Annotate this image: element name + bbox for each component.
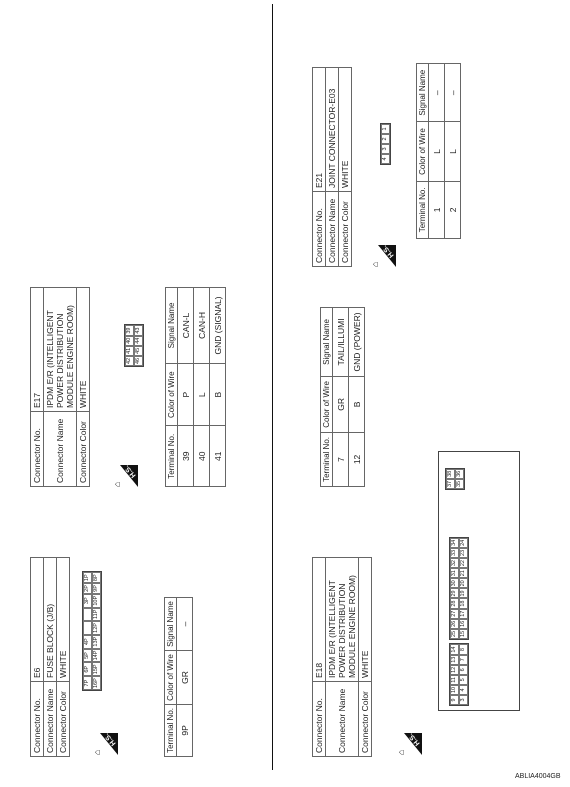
table-row [178, 288, 194, 487]
signal: – [429, 64, 445, 122]
pin: 3P [83, 594, 92, 608]
pin: 37 [447, 480, 453, 487]
hs-label: H.S. [407, 731, 422, 747]
table-row [445, 64, 461, 239]
e6-pin-diagram [82, 571, 102, 691]
label: Connector Name [44, 412, 77, 487]
pin: 19 [460, 590, 466, 597]
pin: 9 [450, 695, 459, 705]
e6-signal-table-wrap [164, 597, 193, 757]
table-row [177, 598, 193, 757]
label: Connector Color [57, 682, 70, 757]
e17-signal-table [165, 287, 226, 487]
pin: 46 [135, 357, 141, 364]
wire: GR [333, 376, 349, 432]
pin: 39 [126, 327, 132, 334]
connector-e17 [30, 287, 90, 487]
pin: 3 [459, 695, 468, 705]
pin: 18 [460, 600, 466, 607]
th-signal: Signal Name [165, 598, 177, 651]
e17-info-table [30, 287, 90, 487]
wire: L [445, 122, 461, 181]
pin: 17 [460, 610, 466, 617]
pin: 33 [451, 549, 457, 556]
pin: 6P [83, 662, 92, 676]
label: Connector No. [31, 412, 44, 487]
label: Connector No. [313, 682, 326, 757]
pin: 27 [451, 610, 457, 617]
pin: 5 [459, 675, 468, 685]
hs-icon [396, 729, 422, 755]
wire: P [178, 363, 194, 426]
value: E18 [313, 558, 326, 682]
value: FUSE BLOCK (J/B) [44, 558, 57, 682]
th-terminal: Terminal No. [166, 426, 178, 487]
pin: 12P [93, 623, 99, 633]
pin: 14P [93, 650, 99, 661]
e17-signal-table-wrap [165, 287, 226, 487]
value: WHITE [57, 558, 70, 682]
e18-connector-body [438, 451, 520, 711]
pin: 11 [450, 675, 459, 685]
e18-pins-mid [449, 537, 469, 640]
hs-label: H.S. [381, 243, 396, 259]
hs-icon [112, 461, 138, 487]
label: Connector Color [77, 412, 90, 487]
pin: 9P [93, 585, 99, 592]
pin: 20 [460, 580, 466, 587]
pin: 16P [93, 678, 99, 688]
table-row [194, 288, 210, 487]
connector-icon: ⌂ [370, 261, 380, 267]
terminal: 41 [210, 426, 226, 487]
label: Connector Name [326, 682, 359, 757]
pin [83, 608, 92, 621]
terminal: 2 [445, 181, 461, 238]
pin: 35 [456, 480, 462, 487]
pin: 13P [93, 636, 99, 647]
pin: 5P [83, 649, 92, 663]
pin: 13 [451, 656, 457, 663]
terminal: 9P [177, 704, 193, 756]
pin: 38 [447, 470, 453, 477]
pin: 43 [135, 327, 141, 334]
connector-e21 [312, 67, 352, 267]
th-wire: Color of Wire [417, 122, 429, 181]
pin: 10 [451, 686, 457, 693]
pin: 40 [126, 337, 132, 344]
th-wire: Color of Wire [321, 376, 333, 432]
pin: 7P [83, 676, 92, 690]
signal: TAIL/ILLUMI [333, 308, 349, 377]
pin: 30 [451, 580, 457, 587]
pin: 4 [381, 154, 390, 164]
signal: GND (SIGNAL) [210, 288, 226, 364]
wire: L [429, 122, 445, 181]
pin: 3 [381, 144, 390, 154]
terminal: 7 [333, 432, 349, 486]
figure-code: ABLIA4004GB [515, 773, 561, 780]
connector-icon: ⌂ [92, 749, 102, 755]
label: Connector Name [44, 682, 57, 757]
pin: 24 [460, 539, 466, 546]
e6-signal-table [164, 597, 193, 757]
th-terminal: Terminal No. [165, 704, 177, 756]
terminal: 1 [429, 181, 445, 238]
pin: 22 [460, 560, 466, 567]
signal: GND (POWER) [349, 308, 365, 377]
pin: 31 [451, 570, 457, 577]
pin: 21 [460, 570, 466, 577]
pin: 1P [84, 574, 90, 582]
pin: 4 [459, 685, 468, 695]
pin: 14 [451, 646, 457, 653]
label: Connector No. [313, 192, 326, 267]
wire: L [194, 363, 210, 426]
pin: 36 [456, 470, 462, 477]
pin: 25 [451, 630, 457, 637]
connector-icon: ⌂ [396, 749, 406, 755]
connector-icon: ⌂ [112, 481, 122, 487]
pin: 7 [459, 655, 468, 665]
pin: 2 [381, 134, 390, 144]
value: E17 [31, 288, 44, 412]
e21-signal-table-wrap [416, 63, 461, 239]
label: Connector Name [326, 192, 339, 267]
terminal: 12 [349, 432, 365, 486]
pin: 15 [460, 630, 466, 637]
terminal: 40 [194, 426, 210, 487]
signal: CAN-L [178, 288, 194, 364]
value: WHITE [359, 558, 372, 682]
e18-signal-table-wrap [320, 307, 365, 487]
hs-label: H.S. [123, 463, 138, 479]
pin [83, 621, 92, 635]
pin: 45 [135, 347, 141, 354]
th-terminal: Terminal No. [321, 432, 333, 486]
pin: 8P [93, 574, 99, 582]
e21-info-table [312, 67, 352, 267]
pin: 10P [93, 595, 99, 606]
pin: 6 [459, 665, 468, 675]
label: Connector No. [31, 682, 44, 757]
pin: 34 [451, 539, 457, 546]
value: WHITE [339, 68, 352, 192]
section-divider [272, 4, 273, 770]
th-signal: Signal Name [166, 288, 178, 364]
th-signal: Signal Name [417, 64, 429, 122]
pin: 11P [93, 609, 99, 620]
table-row [429, 64, 445, 239]
connector-e18 [312, 557, 372, 757]
label: Connector Color [339, 192, 352, 267]
value: WHITE [77, 288, 90, 412]
table-row [349, 308, 365, 487]
pin: 29 [451, 590, 457, 597]
hs-label: H.S. [103, 731, 118, 747]
th-wire: Color of Wire [166, 363, 178, 426]
table-row [210, 288, 226, 487]
e18-info-table [312, 557, 372, 757]
pin: 26 [451, 620, 457, 627]
table-row [333, 308, 349, 487]
th-wire: Color of Wire [165, 651, 177, 705]
value: IPDM E/R (INTELLIGENT POWER DISTRIBUTION MODULE ENGINE ROOM) [326, 558, 359, 682]
pin: 23 [460, 549, 466, 556]
pin: 42 [126, 357, 132, 364]
value: E6 [31, 558, 44, 682]
e21-signal-table [416, 63, 461, 239]
pin: 32 [451, 560, 457, 567]
e18-signal-table [320, 307, 365, 487]
value: JOINT CONNECTOR-E03 [326, 68, 339, 192]
pin: 2P [84, 585, 90, 592]
pin: 28 [451, 600, 457, 607]
hs-icon [92, 729, 118, 755]
wire: B [210, 363, 226, 426]
wire: GR [177, 651, 193, 705]
connector-e6 [30, 557, 70, 757]
pin: 12 [451, 666, 457, 673]
th-signal: Signal Name [321, 308, 333, 377]
value: IPDM E/R (INTELLIGENT POWER DISTRIBUTION MODULE ENGINE ROOM) [44, 288, 77, 412]
e18-pins-right [445, 468, 465, 490]
terminal: 39 [178, 426, 194, 487]
e21-pin-diagram [380, 123, 391, 165]
pin: 44 [135, 337, 141, 344]
pin: 15P [93, 664, 99, 675]
e18-pins-left [449, 644, 469, 707]
pin: 1 [381, 124, 390, 134]
pin: 4P [83, 635, 92, 649]
value: E21 [313, 68, 326, 192]
e17-pin-diagram [124, 325, 144, 368]
signal: – [177, 598, 193, 651]
label: Connector Color [359, 682, 372, 757]
th-terminal: Terminal No. [417, 181, 429, 238]
wire: B [349, 376, 365, 432]
signal: – [445, 64, 461, 122]
pin: 16 [460, 620, 466, 627]
pin: 41 [126, 347, 132, 354]
e6-info-table [30, 557, 70, 757]
hs-icon [370, 241, 396, 267]
signal: CAN-H [194, 288, 210, 364]
pin: 8 [459, 645, 468, 655]
